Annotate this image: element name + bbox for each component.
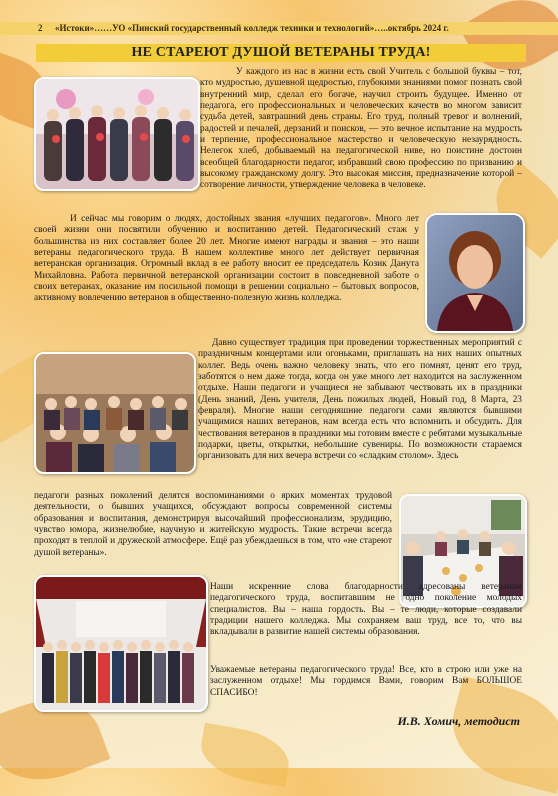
page-number: 2 xyxy=(38,23,43,33)
author-signature: И.В. Хомич, методист xyxy=(397,714,520,728)
paragraph-5: Уважаемые ветераны педагогического труда! Все, кто в строю или уже на заслуженном отдыхе! Мы гордимся Вами, говорим Вам БОЛЬШОЕ СПАСИБО! xyxy=(210,665,522,698)
paragraph-tradition xyxy=(198,338,522,463)
photo-group-stage xyxy=(34,575,208,712)
paragraph-meetings xyxy=(34,491,392,559)
photo-veterans-group xyxy=(34,77,200,191)
photo-portrait-chair xyxy=(425,213,525,333)
paragraph-gratitude xyxy=(210,582,522,639)
paragraph-3: Давно существует традиция при проведении торжественных мероприятий с праздничным концертами или огоньками, приглашать на них наших опытных коллег. Ведь очень важно человеку знать, что его помнят, ценят его труд, заботятся о нем даже тогда, когда он уже много лет находится на заслуженном отдыхе. Наши педагоги и учащиеся не забывают чествовать их в праздники (День знаний, День учителя, День пожилых людей, Новый год, 8 Марта, 23 февраля). Многие наши сегодняшние педагоги сами являются бывшими учащимися наших ветеранов, нам всегда есть что вспомнить и обсудить. Для чествования ветеранов в праздники мы готовим вместе с ребятами музыкальные подарки, цветы, открытки, небольшие сувениры. По возможности стараемся организовать для них вечера встречи со «сладким столом». Здесь xyxy=(198,338,522,462)
paragraph-4: Наши искренние слова благодарности адресованы ветеранам педагогического труда, воспитавшим не одно поколение молодых специалистов. Вы – наша гордость. Вы – те люди, которые создавали традиции нашего колледжа. Мы сохраняем ваш труд, все то, что вы вкладывали в развитие нашей системы образования. xyxy=(210,582,522,638)
paragraph-2: И сейчас мы говорим о людях, достойных звания «лучших педагогов». Много лет своей жизни они посвятили обучению и воспитанию детей. Педагогический стаж у большинства из них составляет более 20 лет. Многие имеют награды и звания – это наши ветераны педагогического труда. В нашем коллективе много лет действует первичная ветеранская организация. Огромный вклад в ее работу вносит ее председатель Козик Данута Михайловна. Работа первичной ветеранской организации состоит в повседневной заботе о своих ветеранах, оказание им посильной помощи в решении социально – бытовых вопросов, активному вовлечению ветеранов в общественно-полезную жизнь колледжа. xyxy=(34,214,419,304)
header-text: «Истоки»……УО «Пинский государственный колледж техники и технологий»…..октябрь 2024 г. xyxy=(55,23,449,33)
paragraph-veterans xyxy=(34,214,419,305)
page-header xyxy=(0,22,558,35)
paragraph-closing xyxy=(210,665,522,699)
photo-concert-audience xyxy=(34,352,196,474)
article-title: НЕ СТАРЕЮТ ДУШОЙ ВЕТЕРАНЫ ТРУДА! xyxy=(36,44,526,62)
leaf-decoration xyxy=(196,723,293,788)
paragraph-1: У каждого из нас в жизни есть свой Учитель с большой буквы – тот, кто мудростью, душевной щедростью, глубокими знаниями помог познать свой внутренний мир, сделал его богаче, научил строить будущее. Именно от педагога, его профессиональных и человеческих качеств во многом зависит судьба детей, завтрашний день страны. Его труд, полный тревог и волнений, радостей и печалей, дерзаний и поисков, — это вечное испытание на мудрость и терпение, профессиональное мастерство и человеческую незаурядность. Нелегок хлеб, добываемый на педагогической ниве, но поистине достоин всеобщей благодарности педагог, избравший свою профессию по призванию и высокому гражданскому долгу. Это высокая миссия, предназначение которой – сотворение личности, утверждение человека в человеке. xyxy=(200,67,522,191)
paragraph-3b: педагоги разных поколений делятся воспоминаниями о ярких моментах трудовой деятельности, о бывших учащихся, обсуждают вопросы современной системы образования и воспитания, демонстрируя высочайший профессионализм, эрудицию, чувство юмора, жизнелюбие, научную и житейскую мудрость. Такие встречи всегда проходят в теплой и дружеской атмосфере. Ещё раз убеждаешься в том, что «не стареют душой ветераны». xyxy=(34,491,392,558)
paragraph-intro xyxy=(200,67,522,192)
